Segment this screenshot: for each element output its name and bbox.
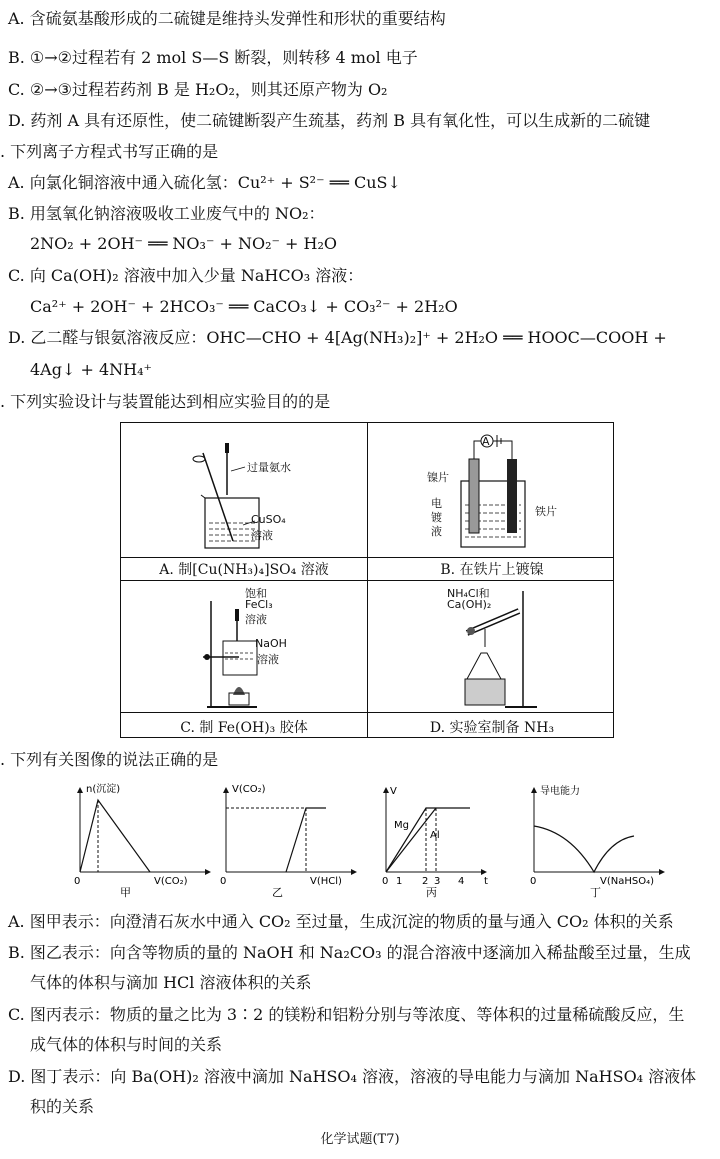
q4-option-c: C. 图丙表示：物质的量之比为 3∶2 的镁粉和铝粉分别与等浓度、等体积的过量稀硫酸反应，生	[8, 1005, 685, 1024]
label-cuso4: CuSO₄	[251, 513, 286, 526]
q1-option-d: D. 药剂 A 具有还原性，使二硫键断裂产生巯基，药剂 B 具有氧化性，可以生成新的二硫键	[8, 111, 651, 130]
apparatus-b	[369, 423, 615, 580]
q1-option-a: A. 含硫氨基酸形成的二硫键是维持头发弹性和形状的重要结构	[8, 9, 446, 28]
label-nh4cl: NH₄Cl和	[447, 587, 490, 600]
bing-al-label: Al	[430, 830, 440, 841]
ding-xlabel: V(NaHSO₄)	[600, 876, 654, 887]
q4-option-b-cont: 气体的体积与滴加 HCl 溶液体积的关系	[30, 973, 312, 992]
bing-mg-label: Mg	[394, 820, 409, 831]
q3-stem: . 下列实验设计与装置能达到相应实验目的的是	[0, 392, 331, 411]
jia-origin: 0	[74, 876, 81, 887]
colloid-drawing	[121, 581, 367, 713]
label-plating-2: 镀	[431, 511, 442, 524]
caption-c: C. 制 Fe(OH)₃ 胶体	[180, 720, 308, 736]
ding-ylabel: 导电能力	[540, 786, 580, 797]
label-saturated: 饱和	[245, 587, 267, 600]
q4-option-c-cont: 成气体的体积与时间的关系	[30, 1035, 223, 1054]
q2-stem: . 下列离子方程式书写正确的是	[0, 142, 219, 161]
caption-d: D. 实验室制备 NH₃	[429, 720, 555, 736]
graph-ding	[534, 788, 664, 872]
label-solution-c2: 溶液	[257, 653, 279, 666]
graph-jia	[80, 788, 210, 872]
graph-yi	[226, 788, 356, 872]
q2-option-c-equation: Ca²⁺ + 2OH⁻ + 2HCO₃⁻ ══ CaCO₃↓ + CO₃²⁻ + 2H₂O	[30, 297, 458, 316]
apparatus-figure	[120, 422, 614, 738]
yi-ylabel: V(CO₂)	[232, 784, 266, 795]
label-nickel-sheet: 镍片	[427, 471, 449, 484]
apparatus-d	[369, 581, 615, 738]
jia-xlabel: V(CO₂)	[154, 876, 188, 887]
q2-option-d: D. 乙二醛与银氨溶液反应：OHC—CHO + 4[Ag(NH₃)₂]⁺ + 2H₂O ══ HOOC—COOH +	[8, 328, 667, 347]
label-naoh: NaOH	[255, 637, 287, 650]
label-plating-1: 电	[431, 497, 442, 510]
label-iron-sheet: 铁片	[535, 505, 557, 518]
bing-origin: 0	[382, 876, 389, 887]
q4-option-d-cont: 积的关系	[30, 1097, 95, 1116]
yi-xlabel: V(HCl)	[310, 876, 342, 887]
q2-option-c: C. 向 Ca(OH)₂ 溶液中加入少量 NaHCO₃ 溶液：	[8, 266, 364, 285]
caption-a: A. 制[Cu(NH₃)₄]SO₄ 溶液	[159, 562, 329, 578]
caption-b: B. 在铁片上镀镍	[440, 562, 544, 578]
q2-option-b: B. 用氢氧化钠溶液吸收工业废气中的 NO₂：	[8, 204, 325, 223]
yi-origin: 0	[220, 876, 227, 887]
ammeter-label: A	[482, 435, 490, 448]
bing-tick-1: 1	[396, 876, 403, 887]
bing-tick-3: 3	[434, 876, 441, 887]
label-excess-ammonia: 过量氨水	[247, 461, 291, 474]
bing-ylabel: V	[390, 786, 397, 797]
q1-option-b: B. ①→②过程若有 2 mol S—S 断裂，则转移 4 mol 电子	[8, 48, 418, 67]
q2-option-a: A. 向氯化铜溶液中通入硫化氢：Cu²⁺ + S²⁻ ══ CuS↓	[8, 173, 401, 192]
bing-tick-4: 4	[458, 876, 465, 887]
q1-option-c: C. ②→③过程若药剂 B 是 H₂O₂，则其还原产物为 O₂	[8, 80, 388, 99]
jia-name: 甲	[120, 886, 131, 899]
label-solution-c1: 溶液	[245, 613, 267, 626]
q4-option-b: B. 图乙表示：向含等物质的量的 NaOH 和 Na₂CO₃ 的混合溶液中逐滴加入稀盐酸至过量，生成	[8, 943, 691, 962]
label-caoh2: Ca(OH)₂	[447, 598, 492, 611]
ding-name: 丁	[590, 886, 601, 899]
q4-stem: . 下列有关图像的说法正确的是	[0, 750, 219, 769]
bing-tick-2: 2	[422, 876, 429, 887]
label-solution-a: 溶液	[251, 529, 273, 542]
ding-origin: 0	[530, 876, 537, 887]
q2-option-b-equation: 2NO₂ + 2OH⁻ ══ NO₃⁻ + NO₂⁻ + H₂O	[30, 234, 338, 253]
apparatus-c	[121, 581, 367, 738]
q4-option-a: A. 图甲表示：向澄清石灰水中通入 CO₂ 至过量，生成沉淀的物质的量与通入 CO₂ 体积的关系	[8, 912, 674, 931]
graphs-row	[60, 778, 720, 900]
ammonia-prep-drawing	[369, 581, 615, 713]
bing-xlabel: t	[484, 876, 488, 887]
q2-option-d-equation: 4Ag↓ + 4NH₄⁺	[30, 360, 152, 379]
page-footer: 化学试题(T7)	[320, 1132, 400, 1147]
label-plating-3: 液	[431, 525, 442, 538]
electroplating-drawing	[369, 423, 615, 557]
jia-ylabel: n(沉淀)	[86, 784, 121, 795]
label-fecl3: FeCl₃	[245, 598, 273, 611]
beaker-ammonia-drawing	[121, 423, 367, 557]
apparatus-a	[121, 423, 367, 580]
q4-option-d: D. 图丁表示：向 Ba(OH)₂ 溶液中滴加 NaHSO₄ 溶液，溶液的导电能力与滴加 NaHSO₄ 溶液体	[8, 1067, 697, 1086]
bing-name: 丙	[426, 886, 437, 899]
yi-name: 乙	[272, 886, 283, 899]
